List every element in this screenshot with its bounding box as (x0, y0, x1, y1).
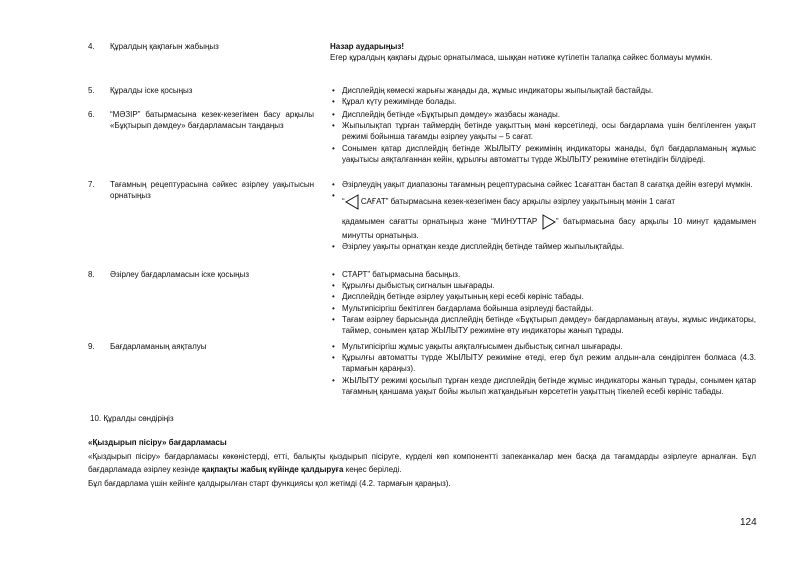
step-row-4 (88, 41, 756, 85)
step-label: Құралды іске қосыңыз (110, 86, 193, 95)
step-number: 5. (88, 86, 95, 95)
step-details (330, 179, 756, 269)
step-label: “МӘЗІР” батырмасына кезек-кезегімен басу арқылы «Бұқтырып дәмдеу» бағдарламасын таңдаңыз (110, 110, 314, 131)
step-number: 4. (88, 42, 95, 51)
steps-table (88, 41, 756, 424)
step-row-5 (88, 85, 756, 109)
step-label: Бағдарламаның аяқталуы (110, 342, 207, 351)
bullet-item: • СТАРТ” батырмасына басыңыз. (330, 269, 756, 280)
bullet-item: • Сонымен қатар дисплейдің бетінде ЖЫЛЫТУ режимінің индикаторы жанады, бұл бағдарламаның жұмыс уақытысы аяқталғаннан кейін, құрылғы автоматты түрде ЖЫЛЫТУ режиміне өтетіндігін білдіреді. (330, 143, 756, 165)
bullet-item: • Әзірлеу уақыты орнатқан кезде дисплейдің бетінде таймер жыпылықтайды. (330, 241, 756, 252)
step-details (330, 109, 756, 179)
step-row-10 (88, 413, 756, 424)
program-section (88, 436, 756, 490)
bullet-item: • Құрал күту режимінде болады. (330, 96, 756, 107)
section-paragraph-2: Бұл бағдарлама үшін кейінге қалдырылған старт функциясы қол жетімді (4.2. тармағын қараңыз). (88, 478, 451, 488)
section-paragraph: «Қыздырып пісіру» бағдарламасы көкөністерді, етті, балықты қыздырып пісіруге, күрделі көп компонентті запеканкалар мен басқа да тағамдарды әзірлеуге арналған. Бұл бағдарламада әзірлеу кезінде қақпақты жабық күйінде қалдыруға кеңес беріледі. (88, 451, 756, 474)
step-number: 9. (88, 342, 95, 351)
page-number: 124 (740, 517, 757, 528)
step-row-7 (88, 179, 756, 269)
bullet-item: • Құрылғы дыбыстық сигналын шығарады. (330, 280, 756, 291)
note-title: Назар аударыңыз! (330, 42, 405, 51)
step-number: 7. (88, 180, 95, 189)
step-row-8 (88, 269, 756, 341)
step-number: 10. (90, 414, 102, 423)
bullet-item: • Жыпылықтап тұрған таймердің бетінде уақыттың мәні көрсетіледі, осы бағдарлама үшін белгіленген уақыт режимі бойынша тағамды әзірлеу уақыты – 5 сағат. (330, 120, 756, 142)
step-label: Тағамның рецептурасына сәйкес әзірлеу уақытысын орнатыңыз (110, 180, 314, 201)
step-row-6 (88, 109, 756, 179)
bold-emphasis: қақпақты жабық күйінде қалдыруға (201, 465, 344, 474)
triangle-left-icon (345, 194, 359, 210)
step-number: 6. (88, 110, 95, 119)
bullet-item: • Әзірлеудің уақыт диапазоны тағамның рецептурасына сәйкес 1сағаттан бастап 8 сағатқа дейін өзгеруі мүмкін. (330, 179, 756, 190)
bullet-item: • Дисплейдің көмескі жарығы жаңады да, жұмыс индикаторы жыпылықтай бастайды. (330, 85, 756, 96)
bullet-item: • Мультипісіргіш жұмыс уақыты аяқталғысымен дыбыстық сигнал шығарады. (330, 341, 756, 352)
step-number: 8. (88, 270, 95, 279)
bullet-item: • Дисплейдің бетінде әзірлеу уақытының кері есебі көрініс табады. (330, 291, 756, 302)
step-label: Құралдың қақпағын жабыңыз (110, 42, 219, 51)
bullet-item-hours: • “ САҒАТ” батырмасына кезек-кезегімен басу арқылы әзірлеу уақытының мәнін 1 сағат қадамымен сағатты орнатыңыз және “МИНУТТАР ” батырмасына басу арқылы 10 минут қадамымен минутты орнатыңыз. (330, 190, 756, 241)
step-details (330, 269, 756, 341)
note-text: Егер құралдың қақпағы дұрыс орнатылмаса, шыққан нәтиже күтілетін талапқа сәйкес болмауы мүмкін. (330, 53, 713, 63)
bullet-item: • Дисплейдің бетінде «Бұқтырып дәмдеу» жазбасы жанады. (330, 109, 756, 120)
step-row-9 (88, 341, 756, 413)
triangle-right-icon (542, 214, 556, 230)
step-details (330, 341, 756, 413)
bullet-item: • ЖЫЛЫТУ режимі қосылып тұрған кезде дисплейдің бетінде жұмыс индикаторы жанып тұрады, сонымен қатар тағамның қаншама уақыт бойы жылып жатқандығын көрсететін уақыттың тікелей есебі көрініс табады. (330, 375, 756, 397)
step-details (330, 41, 756, 85)
step-details (330, 85, 756, 109)
bullet-item: • Мультипісіргіш бекітілген бағдарлама бойынша әзірлеуді бастайды. (330, 303, 756, 314)
step-label: Әзірлеу бағдарламасын іске қосыңыз (110, 270, 249, 279)
bullet-item: • Құрылғы автоматты түрде ЖЫЛЫТУ режиміне өтеді, егер бұл режим алдын-ала сөндірілген болмаса (4.3. тармағын қараңыз). (330, 352, 756, 374)
bullet-item: • Тағам әзірлеу барысында дисплейдің бетінде «Бұқтырып дәмдеу» бағдарламаның атауы, жұмыс индикаторы, таймер, сонымен қатар ЖЫЛЫТУ режиміне өту индикаторы жанып тұрады. (330, 314, 756, 336)
section-title: «Қыздырып пісіру» бағдарламасы (88, 438, 227, 447)
step-label: Құралды сөндіріңіз (103, 414, 174, 423)
